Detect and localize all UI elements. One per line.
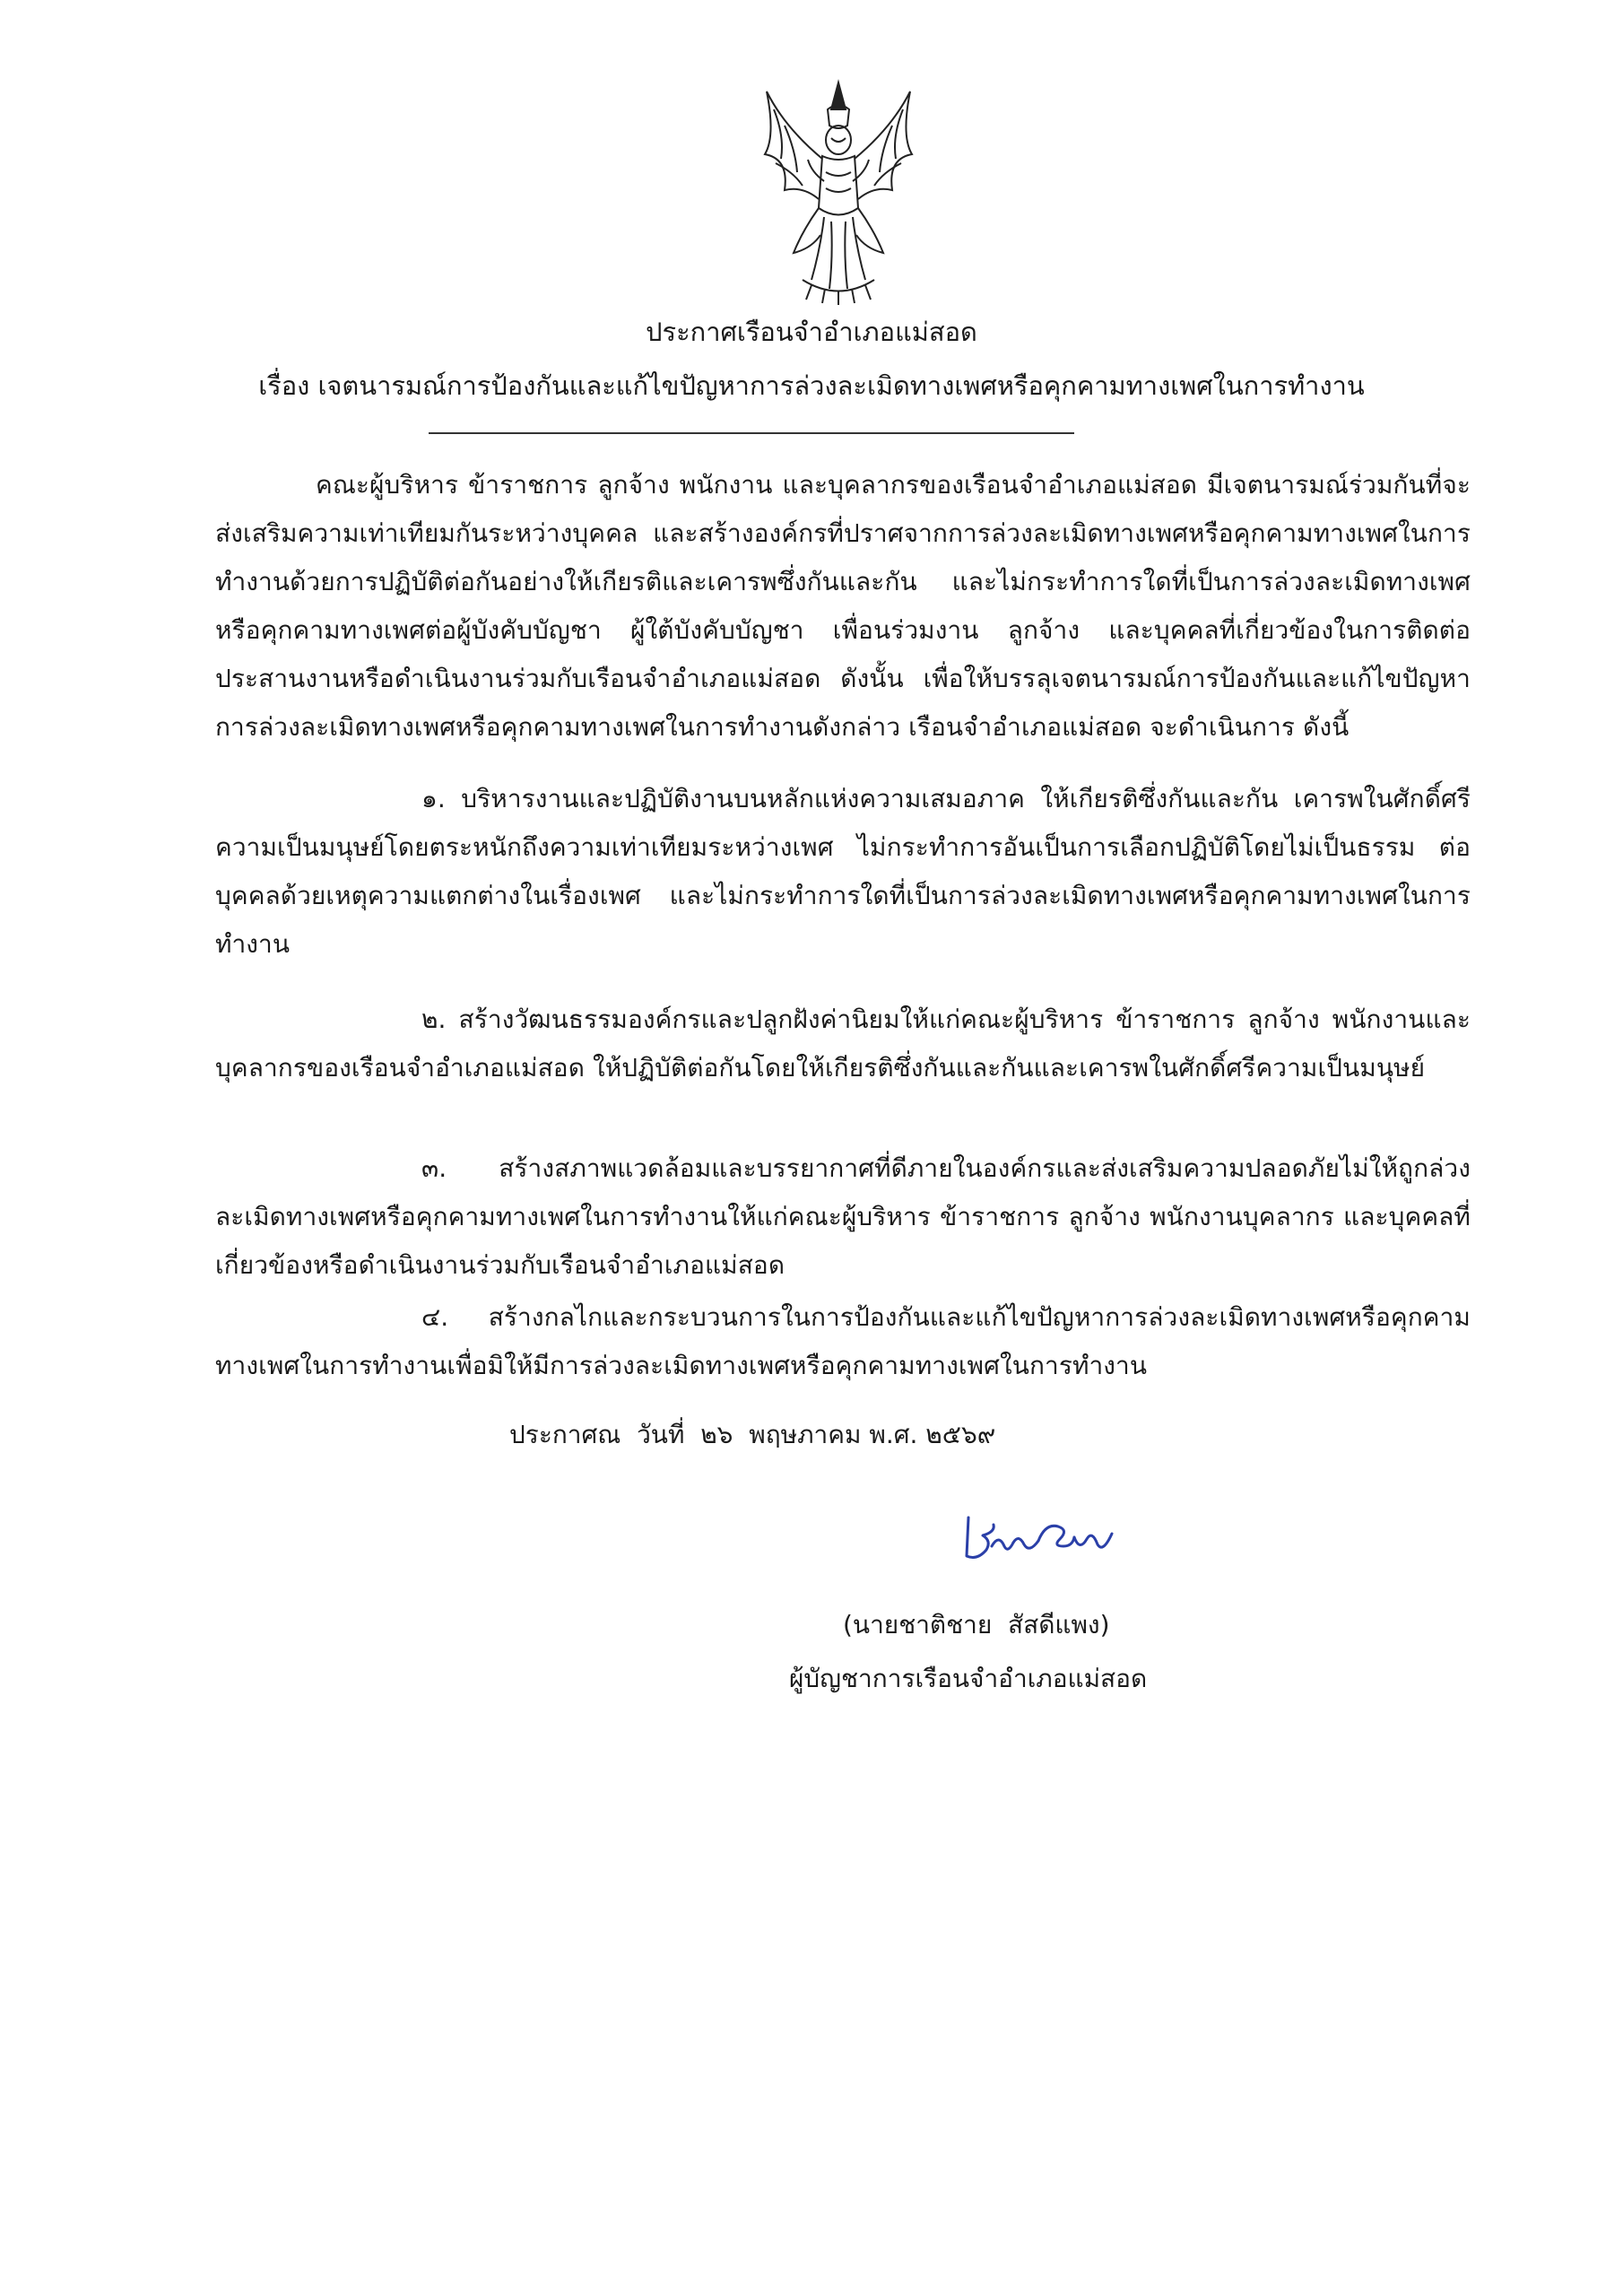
announcement-title: ประกาศเรือนจำอำเภอแม่สอด: [646, 317, 977, 347]
title-divider: [429, 432, 1074, 434]
list-item: [215, 775, 1471, 969]
item-3-text: ๓. สร้างสภาพแวดล้อมและบรรยากาศที่ดีภายในองค์กรและส่งเสริมความปลอดภัยไม่ให้ถูกล่วงละเมิดทางเพศหรือคุกคามทางเพศในการทำงานให้แก่คณะผู้บริหาร ข้าราชการ ลูกจ้าง พนักงานบุคลากร และบุคคลที่เกี่ยวข้องหรือดำเนินงานร่วมกับเรือนจำอำเภอแม่สอด: [215, 1153, 1471, 1280]
handwritten-signature-icon: [959, 1507, 1121, 1570]
item-2-text: ๒. สร้างวัฒนธรรมองค์กรและปลูกฝังค่านิยมให้แก่คณะผู้บริหาร ข้าราชการ ลูกจ้าง พนักงานและบุคลากรของเรือนจำอำเภอแม่สอด ให้ปฏิบัติต่อกันโดยให้เกียรติซึ่งกันและกันและเคารพในศักดิ์ศรีความเป็นมนุษย์: [215, 1004, 1471, 1083]
list-item: [215, 1144, 1471, 1290]
signer-title: ผู้บัญชาการเรือนจำอำเภอแม่สอด: [789, 1664, 1148, 1693]
garuda-emblem-icon: [749, 74, 928, 307]
signer-name: (นายชาติชาย สัสดีแพง): [843, 1610, 1110, 1639]
intro-paragraph: [215, 461, 1471, 752]
list-item: [215, 1293, 1471, 1390]
item-4-text: ๔. สร้างกลไกและกระบวนการในการป้องกันและแก้ไขปัญหาการล่วงละเมิดทางเพศหรือคุกคามทางเพศในการทำงานเพื่อมิให้มีการล่วงละเมิดทางเพศหรือคุกคามทางเพศในการทำงาน: [215, 1302, 1471, 1380]
item-1-text: ๑. บริหารงานและปฏิบัติงานบนหลักแห่งความเสมอภาค ให้เกียรติซึ่งกันและกัน เคารพในศักดิ์ศรีความเป็นมนุษย์โดยตระหนักถึงความเท่าเทียมระหว่างเพศ ไม่กระทำการอันเป็นการเลือกปฏิบัติโดยไม่เป็นธรรม ต่อบุคคลด้วยเหตุความแตกต่างในเรื่องเพศ และไม่กระทำการใดที่เป็นการล่วงละเมิดทางเพศหรือคุกคามทางเพศในการทำงาน: [215, 784, 1471, 959]
list-item: [215, 996, 1471, 1092]
intro-text: คณะผู้บริหาร ข้าราชการ ลูกจ้าง พนักงาน และบุคลากรของเรือนจำอำเภอแม่สอด มีเจตนารมณ์ร่วมกันที่จะส่งเสริมความเท่าเทียมกันระหว่างบุคคล และสร้างองค์กรที่ปราศจากการล่วงละเมิดทางเพศหรือคุกคามทางเพศในการทำงานด้วยการปฏิบัติต่อกันอย่างให้เกียรติและเคารพซึ่งกันและกัน และไม่กระทำการใดที่เป็นการล่วงละเมิดทางเพศหรือคุกคามทางเพศต่อผู้บังคับบัญชา ผู้ใต้บังคับบัญชา เพื่อนร่วมงาน ลูกจ้าง และบุคคลที่เกี่ยวข้องในการติดต่อประสานงานหรือดำเนินงานร่วมกับเรือนจำอำเภอแม่สอด ดังนั้น เพื่อให้บรรลุเจตนารมณ์การป้องกันและแก้ไขปัญหาการล่วงละเมิดทางเพศหรือคุกคามทางเพศในการทำงานดังกล่าว เรือนจำอำเภอแม่สอด จะดำเนินการ ดังนี้: [215, 470, 1471, 742]
announcement-date: ประกาศณ วันที่ ๒๖ พฤษภาคม พ.ศ. ๒๕๖๙: [509, 1420, 996, 1449]
announcement-subject: เรื่อง เจตนารมณ์การป้องกันและแก้ไขปัญหาการล่วงละเมิดทางเพศหรือคุกคามทางเพศในการทำงาน: [258, 370, 1365, 401]
